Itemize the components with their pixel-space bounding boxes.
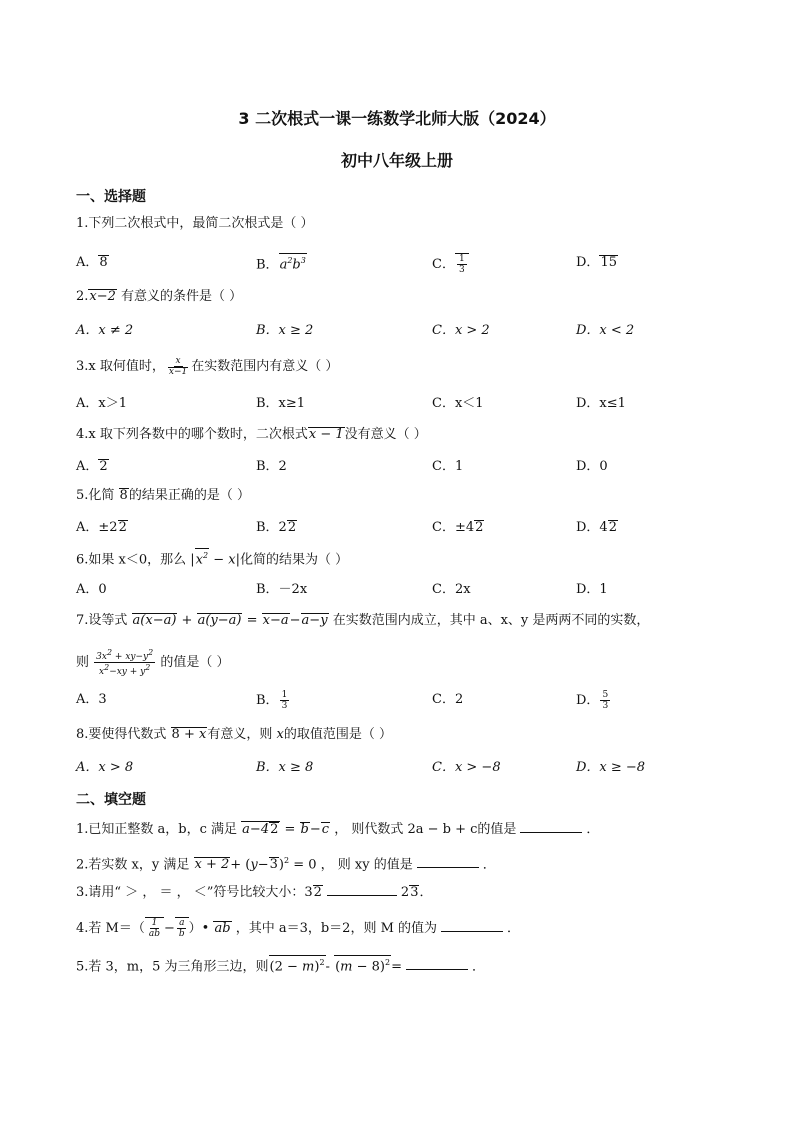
question-3-option-c: C．x＜1 [432, 396, 484, 411]
question-7-stem: 7.设等式 a(x−a) + a(y−a) = x−a−a−y 在实数范围内成立，其中 a、x、y 是两两不同的实数， [76, 613, 650, 628]
question-5-option-a: A．±22 [76, 520, 127, 535]
question-2-option-d: D．x < 2 [576, 323, 635, 338]
section-heading-choice: 一、选择题 [76, 189, 146, 205]
fill-question-3: 3.请用“ ＞ ， ＝ ， ＜”符号比较大小：32 23． [76, 885, 433, 900]
question-3-option-a: A．x＞1 [76, 396, 127, 411]
question-2-stem: 2.x−2 有意义的条件是（ ） [76, 289, 243, 304]
question-7-line2: 则 $\frac{3x^2 + xy-y^2}{x^2-xy + y^2}$ 的值是（ ） [76, 648, 230, 677]
question-1-option-b: B．$a^2b^3$ [256, 253, 307, 275]
question-8-stem: 8.要使得代数式 8 + x有意义，则 x的取值范围是（ ） [76, 727, 392, 742]
page-subtitle: 初中八年级上册 [340, 151, 453, 170]
question-2-option-c: C．x > 2 [432, 323, 490, 338]
answer-blank[interactable] [327, 883, 397, 896]
question-8-option-c: C．x > −8 [432, 760, 501, 775]
question-7-option-c: C．2 [432, 692, 464, 707]
page-title: 3 二次根式一课一练数学北师大版（2024） [238, 109, 556, 128]
question-5-option-c: C．±42 [432, 520, 484, 535]
question-2-option-a: A．x ≠ 2 [76, 323, 134, 338]
question-8-option-b: B．x ≥ 8 [256, 760, 314, 775]
question-6-option-d: D．1 [576, 582, 608, 597]
question-4-option-b: B．2 [256, 459, 287, 474]
answer-blank[interactable] [406, 957, 468, 970]
question-5-option-d: D．42 [576, 520, 617, 535]
question-1-option-d: D．15 [576, 255, 617, 270]
answer-blank[interactable] [441, 919, 503, 932]
question-3-option-b: B．x≥1 [256, 396, 306, 411]
question-7-option-d: D． $\frac{5}{3}$ [576, 690, 609, 711]
question-5-stem: 5.化简 8的结果正确的是（ ） [76, 488, 250, 503]
question-7-option-a: A．3 [76, 692, 107, 707]
question-4-option-a: A．2 [76, 459, 108, 474]
question-4-option-d: D．0 [576, 459, 608, 474]
question-1-stem: 1.下列二次根式中，最简二次根式是（ ） [76, 216, 314, 231]
question-4-option-c: C．1 [432, 459, 464, 474]
fill-question-2: 2.若实数 x，y 满足 $x + 2+ (y-3)^2 = 0$ ， 则 xy 的值是 ． [76, 856, 496, 873]
question-6-stem: 6.如果 x＜0，那么 $|x^2 - x|$化简的结果为（ ） [76, 548, 348, 570]
question-8-option-a: A．x > 8 [76, 760, 134, 775]
fill-question-5: 5.若 3，m，5 为三角形三边，则$(2 - m)^2-$ $(m - 8)^2=$ ． [76, 955, 485, 977]
question-5-option-b: B．22 [256, 520, 297, 535]
question-1-option-c: C． $\frac{1}{3}$ [432, 253, 469, 275]
question-3-option-d: D．x≤1 [576, 396, 626, 411]
question-6-option-a: A．0 [76, 582, 107, 597]
question-3-stem: 3.x 取何值时， $\frac{x}{x-1}$ 在实数范围内有意义（ ） [76, 356, 339, 377]
question-1-option-a: A．8 [76, 255, 108, 270]
question-2-option-b: B．x ≥ 2 [256, 323, 314, 338]
fill-question-1: 1.已知正整数 a，b，c 满足 a−42 = b−c ， 则代数式 2a − b + c的值是 ． [76, 822, 600, 837]
question-6-option-b: B．－2x [256, 582, 308, 597]
question-7-option-b: B． $\frac{1}{3}$ [256, 690, 288, 711]
answer-blank[interactable] [520, 820, 582, 833]
section-heading-fill: 二、填空题 [76, 792, 146, 808]
question-4-stem: 4.x 取下列各数中的哪个数时，二次根式x − 1没有意义（ ） [76, 427, 427, 442]
answer-blank[interactable] [417, 855, 479, 868]
question-6-option-c: C．2x [432, 582, 471, 597]
fill-question-4: 4.若 M＝（ $\frac{1}{ab}$ − $\frac{a}{b}$ ）• ab ，其中 a＝3，b＝2，则 M 的值为 ． [76, 918, 521, 939]
question-8-option-d: D．x ≥ −8 [576, 760, 646, 775]
